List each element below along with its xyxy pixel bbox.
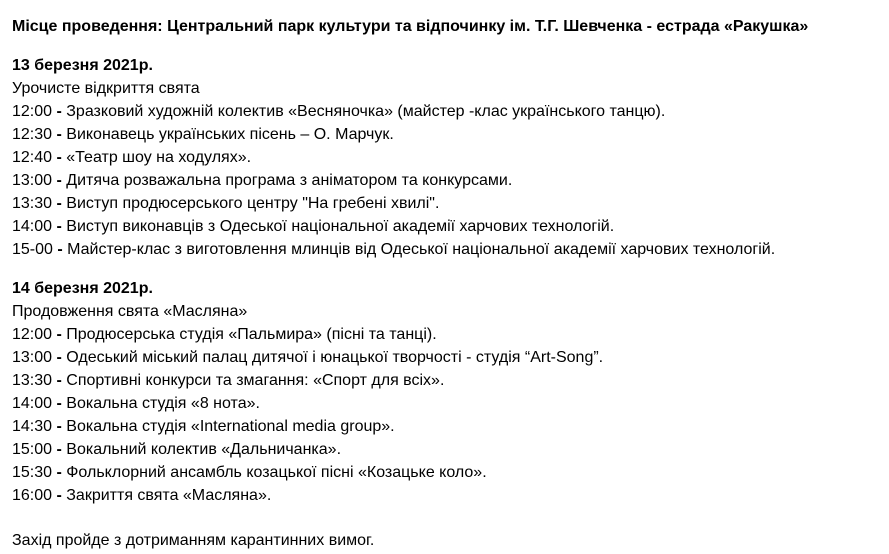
schedule-time: 12:00 (12, 103, 53, 120)
schedule-time: 15:00 (12, 441, 53, 458)
schedule-time: 14:00 (12, 395, 53, 412)
schedule-time: 13:00 (12, 172, 53, 189)
schedule-time: 16:00 (12, 487, 53, 504)
schedule-separator: - (52, 326, 67, 343)
schedule-item (12, 438, 889, 461)
schedule-time: 15:30 (12, 464, 53, 481)
venue-heading: Місце проведення: Центральний парк культури та відпочинку ім. Т.Г. Шевченка - естрада «Ракушка» (12, 18, 809, 35)
schedule-item (12, 484, 889, 507)
day2-schedule (12, 323, 889, 507)
schedule-item (12, 461, 889, 484)
schedule-separator: - (52, 126, 67, 143)
schedule-description: Виступ виконавців з Одеської національної академії харчових технологій. (66, 218, 615, 235)
schedule-description: Фольклорний ансамбль козацької пісні «Козацьке коло». (66, 464, 487, 481)
schedule-description: «Театр шоу на ходулях». (66, 149, 252, 166)
schedule-description: Вокальний колектив «Дальничанка». (66, 441, 342, 458)
schedule-item (12, 146, 889, 169)
schedule-item (12, 346, 889, 369)
schedule-time: 13:30 (12, 195, 53, 212)
schedule-time: 13:00 (12, 349, 53, 366)
schedule-description: Дитяча розважальна програма з аніматором та конкурсами. (66, 172, 513, 189)
schedule-item (12, 238, 889, 261)
schedule-description: Майстер-клас з виготовлення млинців від Одеської національної академії харчових технологій. (67, 241, 776, 258)
schedule-item (12, 415, 889, 438)
schedule-time: 14:30 (12, 418, 53, 435)
day2-date: 14 березня 2021р. (12, 280, 153, 297)
section-gap (12, 507, 889, 529)
schedule-time: 15-00 (12, 241, 53, 258)
schedule-separator: - (52, 464, 67, 481)
schedule-description: Виступ продюсерського центру "На гребені хвилі". (66, 195, 440, 212)
schedule-description: Вокальна студія «International media group». (66, 418, 395, 435)
schedule-separator: - (52, 395, 67, 412)
schedule-separator: - (52, 103, 67, 120)
schedule-description: Спортивні конкурси та змагання: «Спорт для всіх». (66, 372, 445, 389)
schedule-separator: - (52, 349, 67, 366)
schedule-time: 12:00 (12, 326, 53, 343)
day1-subtitle: Урочисте відкриття свята (12, 80, 200, 97)
schedule-item (12, 169, 889, 192)
schedule-separator: - (52, 172, 67, 189)
schedule-item (12, 323, 889, 346)
schedule-separator: - (52, 218, 67, 235)
schedule-description: Одеський міський палац дитячої і юнацької творчості - студія “Art-Song”. (66, 349, 604, 366)
schedule-description: Продюсерська студія «Пальмира» (пісні та танці). (66, 326, 437, 343)
schedule-time: 14:00 (12, 218, 53, 235)
schedule-item (12, 392, 889, 415)
schedule-separator: - (52, 241, 68, 258)
schedule-item (12, 192, 889, 215)
day2-subtitle: Продовження свята «Масляна» (12, 303, 248, 320)
day1-schedule (12, 100, 889, 261)
schedule-time: 12:40 (12, 149, 53, 166)
section-gap (12, 261, 889, 277)
schedule-item (12, 123, 889, 146)
schedule-time: 12:30 (12, 126, 53, 143)
schedule-time: 13:30 (12, 372, 53, 389)
schedule-item (12, 100, 889, 123)
footer-note: Захід пройде з дотриманням карантинних вимог. (12, 532, 375, 549)
schedule-description: Зразковий художній колектив «Весняночка» (майстер -клас українського танцю). (66, 103, 666, 120)
schedule-description: Вокальна студія «8 нота». (66, 395, 260, 412)
day1-date: 13 березня 2021р. (12, 57, 153, 74)
schedule-separator: - (52, 418, 67, 435)
schedule-item (12, 369, 889, 392)
schedule-separator: - (52, 372, 67, 389)
schedule-separator: - (52, 149, 67, 166)
schedule-item (12, 215, 889, 238)
schedule-description: Виконавець українських пісень – О. Марчук. (66, 126, 394, 143)
schedule-separator: - (52, 195, 67, 212)
schedule-separator: - (52, 487, 67, 504)
schedule-description: Закриття свята «Масляна». (66, 487, 272, 504)
schedule-separator: - (52, 441, 67, 458)
